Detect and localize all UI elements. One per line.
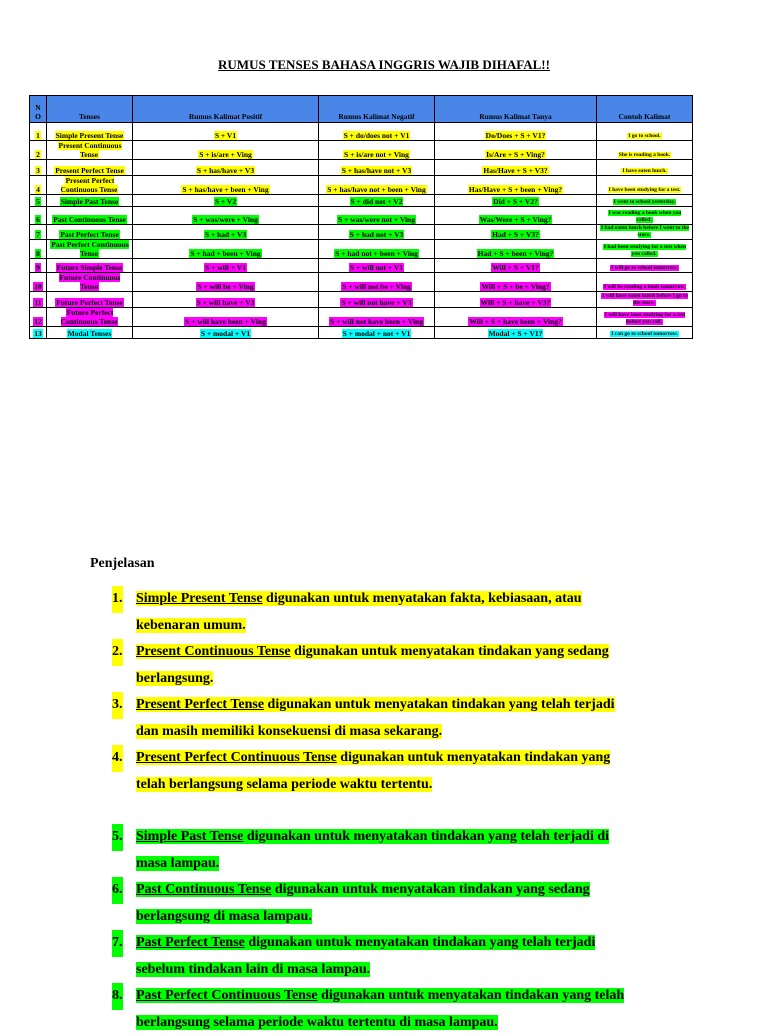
list-item-text-cont: telah berlangsung selama periode waktu tertentu. <box>136 776 433 792</box>
explanation-list <box>112 586 672 1036</box>
list-item <box>112 983 672 1036</box>
row-contoh <box>597 308 693 327</box>
list-item-number: 1. <box>112 586 123 613</box>
row-contoh-text: I was reading a book when you called. <box>608 210 682 223</box>
row-positif <box>133 292 319 308</box>
list-item-number: 2. <box>112 639 123 666</box>
list-item-number: 7. <box>112 930 123 957</box>
row-tanya-text: Will + S + have + V3? <box>480 298 551 307</box>
row-contoh <box>597 259 693 273</box>
row-contoh <box>597 292 693 308</box>
list-item-text: digunakan untuk menyatakan tindakan yang telah <box>317 988 625 1003</box>
row-negatif <box>319 273 435 292</box>
table-row <box>30 123 693 141</box>
row-tense <box>47 225 133 240</box>
table-row <box>30 176 693 195</box>
row-tanya-text: Had + S + been + Ving? <box>477 249 554 258</box>
table-row <box>30 327 693 339</box>
row-no-text: 9 <box>36 263 40 272</box>
row-no <box>30 195 47 207</box>
row-no-text: 4 <box>36 185 40 194</box>
header-no: N O <box>30 96 47 123</box>
header-negatif: Rumus Kalimat Negatif <box>319 96 435 123</box>
row-contoh-text: She is reading a book. <box>618 152 671 158</box>
row-no-text: 8 <box>36 249 40 258</box>
header-tanya: Rumus Kalimat Tanya <box>435 96 597 123</box>
row-contoh-text: I went to school yesterday. <box>613 199 676 205</box>
row-negatif-text: S + had not + been + Ving <box>335 249 418 258</box>
row-no-text: 6 <box>36 215 40 224</box>
row-contoh <box>597 273 693 292</box>
row-tense <box>47 207 133 225</box>
row-tense-text: Modal Tenses <box>67 329 112 338</box>
list-item-text: digunakan untuk menyatakan tindakan yang telah terjadi <box>264 697 615 712</box>
list-item-tense: Present Perfect Tense <box>136 697 265 712</box>
row-tanya <box>435 225 597 240</box>
row-tense <box>47 160 133 176</box>
row-positif-text: S + has/have + V3 <box>196 166 255 175</box>
row-tense-text: Future Continuous Tense <box>59 273 121 291</box>
list-item-tense: Present Continuous Tense <box>136 644 291 659</box>
row-negatif <box>319 195 435 207</box>
row-no-text: 7 <box>36 230 40 239</box>
row-negatif <box>319 327 435 339</box>
list-item-text: digunakan untuk menyatakan tindakan yang telah terjadi di <box>243 829 610 844</box>
row-tense <box>47 259 133 273</box>
list-item-number: 6. <box>112 877 123 904</box>
row-no-text: 3 <box>36 166 40 175</box>
row-negatif <box>319 207 435 225</box>
row-no <box>30 327 47 339</box>
row-tanya <box>435 207 597 225</box>
list-item-text-cont: kebenaran umum. <box>136 617 246 633</box>
row-positif <box>133 207 319 225</box>
table-row <box>30 141 693 160</box>
row-contoh-text: I will be reading a book tomorrow. <box>603 284 686 290</box>
row-negatif-text: S + is/are not + Ving <box>344 150 409 159</box>
row-tense-text: Present Perfect Continuous Tense <box>60 176 118 194</box>
row-negatif-text: S + did not + V2 <box>350 197 403 206</box>
row-no-text: 10 <box>34 282 42 291</box>
row-negatif-text: S + had not + V3 <box>349 230 404 239</box>
list-item-text: digunakan untuk menyatakan tindakan yang telah terjadi <box>244 935 596 950</box>
row-tanya-text: Was/Were + S + Ving? <box>479 215 552 224</box>
list-item <box>112 586 672 639</box>
row-contoh <box>597 176 693 195</box>
header-positif: Rumus Kalimat Positif <box>133 96 319 123</box>
row-tense <box>47 123 133 141</box>
row-positif-text: S + will have been + Ving <box>185 317 266 326</box>
list-item-tense: Past Perfect Continuous Tense <box>136 988 318 1003</box>
row-tense-text: Past Perfect Continuous Tense <box>51 240 129 258</box>
row-tense-text: Past Continuous Tense <box>53 215 126 224</box>
row-negatif <box>319 176 435 195</box>
list-item <box>112 930 672 983</box>
row-contoh-text: I had been studying for a test when you called. <box>603 244 687 257</box>
row-contoh-text: I will have been studying for a test before you call. <box>604 312 686 325</box>
row-tense <box>47 176 133 195</box>
table-row <box>30 259 693 273</box>
row-no-text: 13 <box>34 329 42 338</box>
row-positif <box>133 327 319 339</box>
row-negatif <box>319 225 435 240</box>
list-item-tense: Past Perfect Tense <box>136 935 245 950</box>
header-tenses: Tenses <box>47 96 133 123</box>
row-contoh <box>597 225 693 240</box>
row-tanya-text: Has/Have + S + been + Ving? <box>468 185 563 194</box>
list-item-text: digunakan untuk menyatakan tindakan yang sedang <box>290 644 609 659</box>
list-item-text-cont: berlangsung di masa lampau. <box>136 908 312 924</box>
row-positif-text: S + V2 <box>214 197 237 206</box>
row-no <box>30 225 47 240</box>
row-no <box>30 292 47 308</box>
row-negatif-text: S + modal + not + V1 <box>342 329 411 338</box>
row-tense-text: Simple Present Tense <box>55 131 124 140</box>
row-tanya <box>435 259 597 273</box>
row-positif-text: S + had + V3 <box>204 230 247 239</box>
list-item-text-cont: berlangsung selama periode waktu tertentu di masa lampau. <box>136 1014 498 1030</box>
row-tense-text: Past Perfect Tense <box>60 230 119 239</box>
table-row <box>30 207 693 225</box>
row-tense <box>47 308 133 327</box>
row-positif-text: S + will be + Ving <box>197 282 254 291</box>
row-contoh <box>597 123 693 141</box>
row-tanya <box>435 273 597 292</box>
row-no <box>30 176 47 195</box>
row-contoh <box>597 207 693 225</box>
row-negatif <box>319 141 435 160</box>
tenses-table <box>29 95 693 339</box>
row-tanya-text: Do/Does + S + V1? <box>485 131 546 140</box>
row-no <box>30 123 47 141</box>
row-positif <box>133 308 319 327</box>
list-item-text-cont: dan masih memiliki konsekuensi di masa sekarang. <box>136 723 443 739</box>
row-tense-text: Future Perfect Continuous Tense <box>60 308 118 326</box>
row-no <box>30 273 47 292</box>
row-tanya <box>435 327 597 339</box>
row-contoh-text: I have been studying for a test. <box>608 187 681 193</box>
row-tanya-text: Will + S + V1? <box>492 263 539 272</box>
row-positif <box>133 160 319 176</box>
row-tanya <box>435 292 597 308</box>
row-tense <box>47 292 133 308</box>
list-item <box>112 824 672 877</box>
row-positif-text: S + will + V1 <box>205 263 246 272</box>
table-row <box>30 240 693 259</box>
row-positif-text: S + had + been + Ving <box>190 249 261 258</box>
row-contoh-text: I will have eaten lunch before I go to the store. <box>602 293 688 306</box>
row-tanya <box>435 160 597 176</box>
row-negatif-text: S + do/does not + V1 <box>343 131 410 140</box>
row-negatif-text: S + will not have been + Ving <box>330 317 423 326</box>
list-spacer <box>112 798 672 824</box>
list-item <box>112 745 672 798</box>
list-item-text-cont: sebelum tindakan lain di masa lampau. <box>136 961 371 977</box>
list-item-number: 5. <box>112 824 123 851</box>
row-tanya <box>435 240 597 259</box>
list-item-text-cont: berlangsung. <box>136 670 214 686</box>
row-tanya <box>435 123 597 141</box>
list-item-number: 4. <box>112 745 123 772</box>
row-no-text: 2 <box>36 150 40 159</box>
row-tanya-text: Will + S + be + Ving? <box>481 282 550 291</box>
row-contoh <box>597 160 693 176</box>
row-tense-text: Present Continuous Tense <box>58 141 122 159</box>
row-tanya <box>435 176 597 195</box>
row-negatif-text: S + will not have + V3 <box>341 298 412 307</box>
list-item-text: digunakan untuk menyatakan tindakan yang <box>336 750 611 765</box>
list-item-tense: Past Continuous Tense <box>136 882 272 897</box>
row-contoh-text: I will go to school tomorrow. <box>611 265 678 271</box>
row-contoh-text: I go to school. <box>628 133 661 139</box>
row-positif <box>133 195 319 207</box>
row-no <box>30 240 47 259</box>
row-no <box>30 207 47 225</box>
row-tanya-text: Is/Are + S + Ving? <box>486 150 545 159</box>
row-tense <box>47 141 133 160</box>
row-negatif <box>319 308 435 327</box>
list-item <box>112 639 672 692</box>
row-negatif <box>319 259 435 273</box>
penjelasan-heading: Penjelasan <box>90 556 155 571</box>
row-tense-text: Present Perfect Tense <box>55 166 124 175</box>
table-row <box>30 225 693 240</box>
row-negatif-text: S + has/have not + been + Ving <box>327 185 426 194</box>
list-item <box>112 692 672 745</box>
table-row <box>30 195 693 207</box>
row-contoh <box>597 240 693 259</box>
row-tense <box>47 240 133 259</box>
list-item-text: digunakan untuk menyatakan fakta, kebiasaan, atau <box>262 591 582 606</box>
table-row <box>30 160 693 176</box>
row-no-text: 5 <box>36 197 40 206</box>
row-contoh <box>597 195 693 207</box>
row-positif-text: S + modal + V1 <box>200 329 251 338</box>
header-contoh: Contoh Kalimat <box>597 96 693 123</box>
row-negatif-text: S + was/were not + Ving <box>338 215 415 224</box>
row-no-text: 12 <box>34 317 42 326</box>
row-positif <box>133 225 319 240</box>
row-tense-text: Future Simple Tense <box>56 263 123 272</box>
row-positif <box>133 259 319 273</box>
row-contoh-text: I have eaten lunch. <box>622 168 667 174</box>
row-tanya <box>435 308 597 327</box>
table-row <box>30 273 693 292</box>
row-tense <box>47 273 133 292</box>
row-positif <box>133 141 319 160</box>
row-positif-text: S + V1 <box>214 131 237 140</box>
row-tanya-text: Did + S + V2? <box>493 197 538 206</box>
row-positif <box>133 273 319 292</box>
row-tense <box>47 327 133 339</box>
row-negatif-text: S + will not + V1 <box>349 263 404 272</box>
row-contoh-text: I had eaten lunch before I went to the store. <box>601 225 689 238</box>
row-tanya-text: Had + S + V3? <box>492 230 539 239</box>
row-no <box>30 160 47 176</box>
table-header-row <box>30 96 693 123</box>
list-item <box>112 877 672 930</box>
row-negatif-text: S + has/have not + V3 <box>341 166 412 175</box>
row-positif-text: S + has/have + been + Ving <box>182 185 269 194</box>
row-tanya <box>435 195 597 207</box>
row-tense <box>47 195 133 207</box>
row-no-text: 1 <box>36 131 40 140</box>
row-positif-text: S + will have + V3 <box>196 298 255 307</box>
row-no-text: 11 <box>34 298 42 307</box>
row-positif <box>133 240 319 259</box>
row-tanya-text: Will + S + have been + Ving? <box>469 317 562 326</box>
row-contoh <box>597 141 693 160</box>
row-no <box>30 308 47 327</box>
row-positif <box>133 123 319 141</box>
row-tense-text: Simple Past Tense <box>60 197 119 206</box>
row-negatif <box>319 160 435 176</box>
row-positif-text: S + is/are + Ving <box>199 150 252 159</box>
row-contoh-text: I can go to school tomorrow. <box>611 331 678 337</box>
row-no <box>30 141 47 160</box>
row-tanya-text: Has/Have + S + V3? <box>483 166 548 175</box>
row-negatif-text: S + will not be + Ving <box>342 282 411 291</box>
row-no <box>30 259 47 273</box>
row-negatif <box>319 240 435 259</box>
row-tense-text: Future Perfect Tense <box>56 298 123 307</box>
row-negatif <box>319 123 435 141</box>
row-tanya <box>435 141 597 160</box>
row-contoh <box>597 327 693 339</box>
list-item-text-cont: masa lampau. <box>136 855 220 871</box>
list-item-tense: Simple Past Tense <box>136 829 244 844</box>
list-item-text: digunakan untuk menyatakan tindakan yang sedang <box>271 882 590 897</box>
row-tanya-text: Modal + S + V1? <box>488 329 543 338</box>
row-negatif <box>319 292 435 308</box>
table-row <box>30 308 693 327</box>
row-positif-text: S + was/were + Ving <box>193 215 258 224</box>
row-positif <box>133 176 319 195</box>
document-title: RUMUS TENSES BAHASA INGGRIS WAJIB DIHAFAL!! <box>218 57 550 72</box>
table-row <box>30 292 693 308</box>
list-item-number: 3. <box>112 692 123 719</box>
list-item-tense: Simple Present Tense <box>136 591 263 606</box>
list-item-tense: Present Perfect Continuous Tense <box>136 750 337 765</box>
list-item-number: 8. <box>112 983 123 1010</box>
